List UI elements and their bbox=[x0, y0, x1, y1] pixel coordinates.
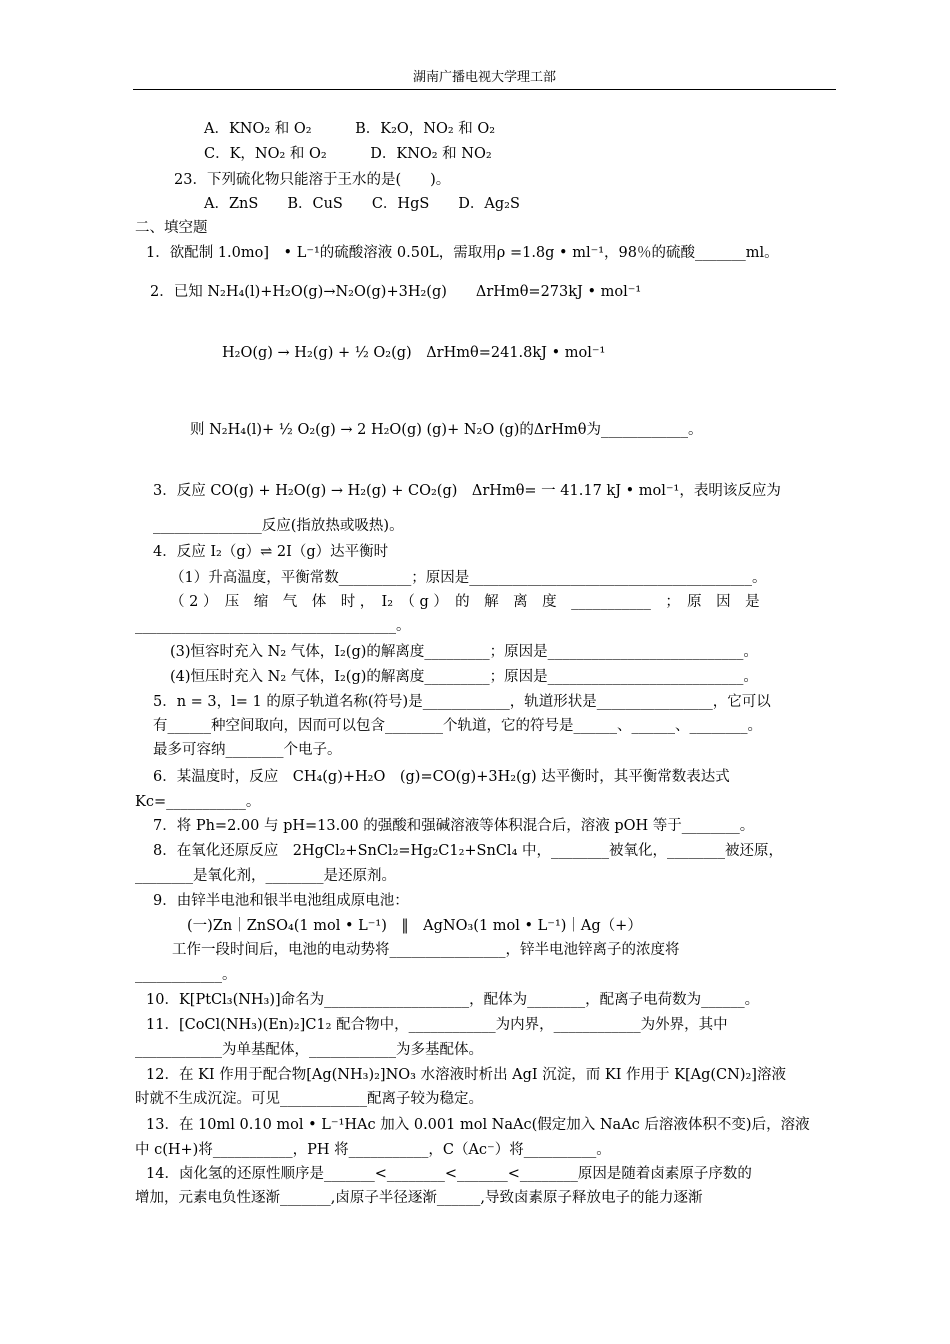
question-14: 14．卤化氢的还原性顺序是_______<________<_______<________原因是随着卤素原子序数的 bbox=[146, 1166, 752, 1182]
question-1: 1．欲配制 1.0mo] • L⁻¹的硫酸溶液 0.50L，需取用ρ =1.8g • ml⁻¹，98％的硫酸_______ml。 bbox=[146, 245, 779, 261]
question-12-cont: 时就不生成沉淀。可见____________配离子较为稳定。 bbox=[135, 1091, 483, 1107]
question-4-part-4: (4)恒压时充入 N₂ 气体，I₂(g)的解离度_________；原因是___________________________。 bbox=[170, 669, 758, 685]
question-8: 8．在氧化还原反应 2HgCl₂+SnCl₂=Hg₂C1₂+SnCl₄ 中，________被氧化，________被还原， bbox=[153, 843, 783, 859]
question-2-line-3: 则 N₂H₄(l)+ ½ O₂(g) → 2 H₂O(g) (g)+ N₂O (g)的ΔrHmθ为____________。 bbox=[190, 422, 703, 438]
question-10: 10．K[PtCl₃(NH₃)]命名为____________________，配体为________，配离子电荷数为______。 bbox=[146, 992, 760, 1008]
question-7: 7．将 Ph=2.00 与 pH=13.00 的强酸和强碱溶液等体积混合后，溶液 pOH 等于________。 bbox=[153, 818, 755, 834]
option-line: C．K，NO₂ 和 O₂ D．KNO₂ 和 NO₂ bbox=[204, 146, 492, 162]
question-5-cont: 有______种空间取向，因而可以包含________个轨道，它的符号是______、______、________。 bbox=[153, 718, 762, 734]
question-4-part-1: （1）升高温度，平衡常数__________；原因是_______________________________________。 bbox=[170, 570, 767, 586]
option-line: A．ZnS B．CuS C．HgS D．Ag₂S bbox=[204, 196, 520, 212]
question-11: 11．[CoCl(NH₃)(En)₂]C1₂ 配合物中，____________为内界，____________为外界，其中 bbox=[146, 1017, 728, 1033]
question-3-cont: _______________反应(指放热或吸热)。 bbox=[153, 518, 404, 534]
question-2-line-2: H₂O(g) → H₂(g) + ½ O₂(g) ΔrHmθ=241.8kJ • mol⁻¹ bbox=[222, 345, 606, 361]
question-8-cont: ________是氧化剂，________是还原剂。 bbox=[135, 868, 396, 884]
question-23: 23．下列硫化物只能溶于王水的是( )。 bbox=[174, 172, 451, 188]
question-13: 13．在 10ml 0.10 mol • L⁻¹HAc 加入 0.001 mol NaAc(假定加入 NaAc 后溶液体积不变)后，溶液 bbox=[146, 1117, 810, 1133]
question-13-cont: 中 c(H+)将___________，PH 将___________，C（Ac⁻）将__________。 bbox=[135, 1142, 611, 1158]
question-4-part-2-cont: ____________________________________。 bbox=[135, 618, 411, 634]
question-4-part-3: (3)恒容时充入 N₂ 气体，I₂(g)的解离度_________；原因是___________________________。 bbox=[170, 644, 758, 660]
section-heading: 二、填空题 bbox=[135, 220, 208, 236]
question-2-line-1: 2．已知 N₂H₄(l)+H₂O(g)→N₂O(g)+3H₂(g) ΔrHmθ=273kJ • mol⁻¹ bbox=[150, 284, 642, 300]
question-14-cont: 增加，元素电负性逐渐_______,卤原子半径逐渐______,导致卤素原子释放电子的能力逐渐 bbox=[135, 1190, 703, 1206]
question-9-cont: ____________。 bbox=[135, 967, 237, 983]
question-3: 3．反应 CO(g) + H₂O(g) → H₂(g) + CO₂(g) ΔrHmθ= 一 41.17 kJ • mol⁻¹，表明该反应为 bbox=[153, 483, 781, 499]
page-header: 湖南广播电视大学理工部 bbox=[412, 70, 556, 85]
question-9-cont: 工作一段时间后，电池的电动势将________________，锌半电池锌离子的浓度将 bbox=[172, 942, 680, 958]
header-rule bbox=[133, 89, 836, 90]
question-5: 5．n = 3，l= 1 的原子轨道名称(符号)是____________，轨道形状是________________，它可以 bbox=[153, 694, 771, 710]
question-6: 6．某温度时，反应 CH₄(g)+H₂O (g)=CO(g)+3H₂(g) 达平衡时，其平衡常数表达式 bbox=[153, 769, 730, 785]
option-line: A．KNO₂ 和 O₂ B．K₂O，NO₂ 和 O₂ bbox=[204, 121, 496, 137]
question-4-part-2: （ 2 ） 压 缩 气 体 时 ， I₂ （ g ） 的 解 离 度 ___________ ； 原 因 是 bbox=[170, 594, 760, 610]
question-12: 12．在 KI 作用于配合物[Ag(NH₃)₂]NO₃ 水溶液时析出 AgI 沉淀，而 KI 作用于 K[Ag(CN)₂]溶液 bbox=[146, 1067, 786, 1083]
question-6-cont: Kc=___________。 bbox=[135, 794, 261, 810]
question-5-cont: 最多可容纳________个电子。 bbox=[153, 742, 342, 758]
question-9: 9．由锌半电池和银半电池组成原电池： bbox=[153, 893, 409, 909]
question-11-cont: ____________为单基配体，____________为多基配体。 bbox=[135, 1042, 483, 1058]
question-4: 4．反应 I₂（g）⇌ 2I（g）达平衡时 bbox=[153, 544, 389, 560]
question-9-cell: (一)Zn｜ZnSO₄(1 mol • L⁻¹) ‖ AgNO₃(1 mol • L⁻¹)｜Ag（+） bbox=[187, 918, 642, 934]
